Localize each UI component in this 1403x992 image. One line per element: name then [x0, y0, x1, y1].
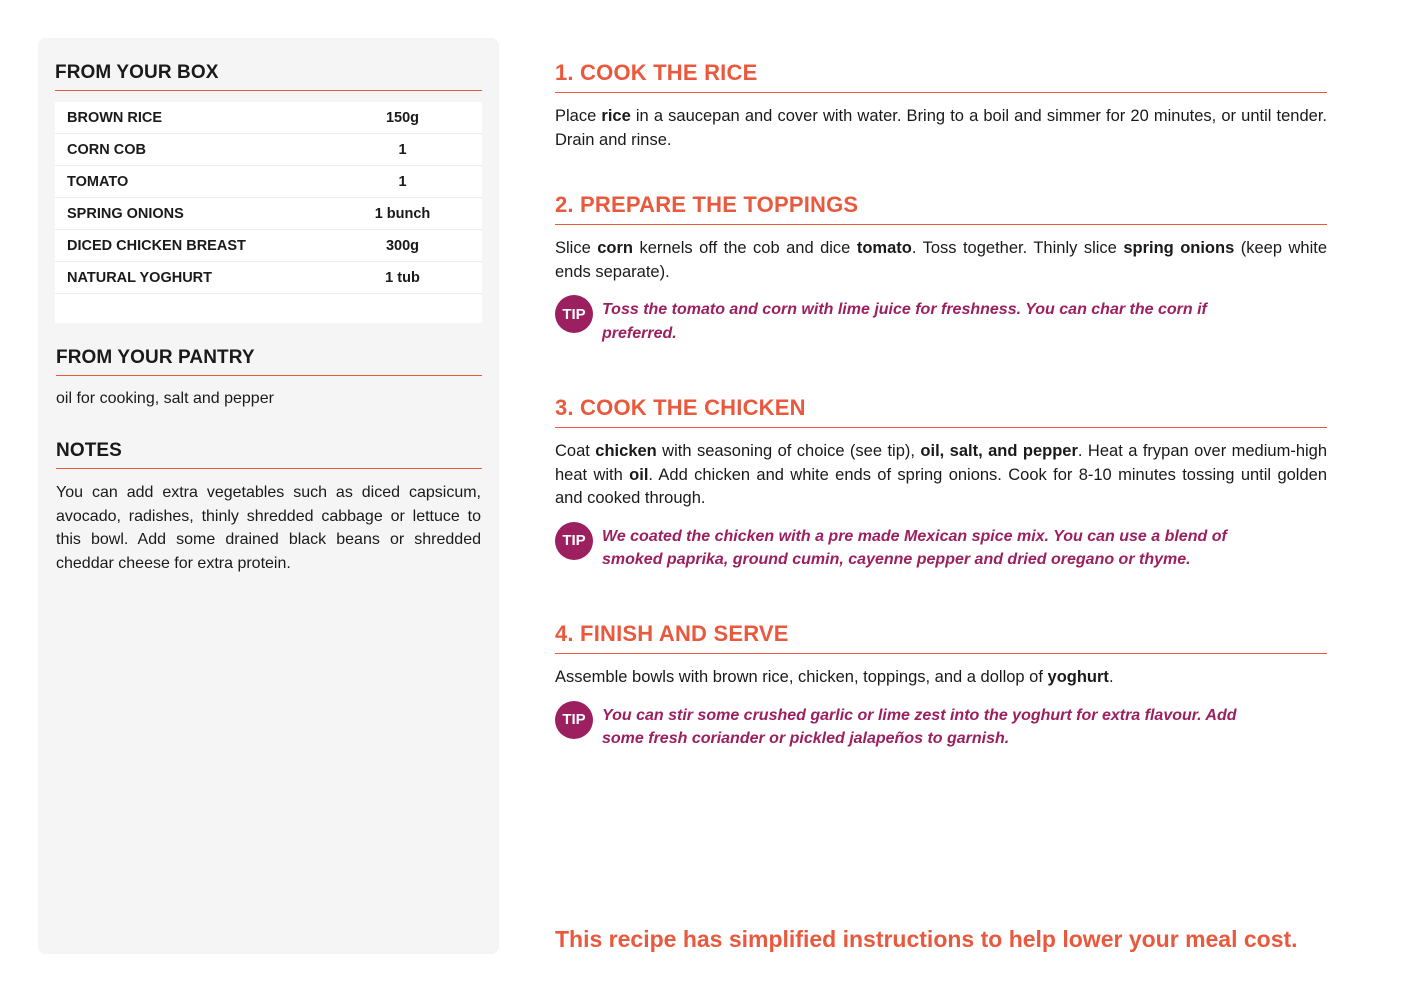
tip-box [555, 525, 1327, 572]
notes-text: You can add extra vegetables such as diced capsicum, avocado, radishes, thinly shredded cabbage or lettuce to this bowl. Add some drained black beans or shredded cheddar cheese for extra protein. [56, 484, 481, 572]
ingredient-name: BROWN RICE [67, 109, 163, 126]
ingredient-highlight: oil [629, 465, 649, 484]
step-heading: 1. COOK THE RICE [555, 60, 1327, 93]
ingredients-sidebar [38, 38, 499, 954]
ingredient-qty: 1 tub [385, 269, 420, 286]
tip-text: Toss the tomato and corn with lime juice for freshness. You can char the corn if preferred. [602, 301, 1207, 342]
ingredient-qty: 1 bunch [374, 205, 431, 222]
ingredient-name: SPRING ONIONS [67, 205, 184, 222]
step-body [555, 105, 1327, 152]
step-4 [555, 621, 1327, 751]
step-text: Slice [555, 239, 598, 257]
ingredient-name: CORN COB [67, 141, 146, 158]
step-text: with seasoning of choice (see tip), [656, 442, 921, 460]
box-heading: FROM YOUR BOX [55, 62, 482, 91]
step-3 [555, 395, 1327, 621]
ingredient-highlight: yoghurt [1047, 668, 1109, 686]
table-row [55, 198, 482, 230]
ingredient-highlight: corn [597, 239, 633, 257]
step-text: . [1108, 668, 1114, 686]
method-steps [555, 60, 1327, 751]
ingredient-highlight: rice [601, 107, 631, 125]
table-row [55, 230, 482, 262]
ingredient-highlight: tomato [856, 239, 912, 257]
table-row [55, 102, 482, 134]
step-text: . Heat a frypan over medium-high heat with [555, 442, 1328, 484]
tip-text: You can stir some crushed garlic or lime zest into the yoghurt for extra flavour. Add some fresh coriander or pickled jalapeños to garnish. [602, 706, 1237, 747]
ingredient-qty: 1 [398, 141, 407, 158]
tip-box [555, 298, 1327, 345]
table-row [55, 262, 482, 294]
step-body [555, 237, 1327, 284]
step-text: . Toss together. Thinly slice [911, 239, 1124, 257]
ingredient-qty: 300g [385, 237, 420, 254]
step-body [555, 440, 1327, 511]
ingredient-name: NATURAL YOGHURT [67, 269, 212, 286]
step-text: (keep white ends separate). [555, 239, 1328, 281]
box-ingredients-table [55, 102, 482, 323]
notes-heading: NOTES [56, 440, 482, 469]
ingredient-name: TOMATO [67, 173, 129, 190]
step-text: . Add chicken and white ends of spring onions. Cook for 8-10 minutes tossing until golden and cooked through. [555, 465, 1327, 507]
ingredient-highlight: oil, salt, and pepper [920, 442, 1078, 460]
table-row [55, 166, 482, 198]
step-body [555, 666, 1327, 690]
step-text: kernels off the cob and dice [633, 239, 857, 257]
tip-box [555, 704, 1327, 751]
step-2 [555, 192, 1327, 395]
pantry-text: oil for cooking, salt and pepper [56, 390, 274, 407]
pantry-heading: FROM YOUR PANTRY [56, 347, 482, 376]
table-row [55, 134, 482, 166]
tip-badge: TIP [555, 295, 593, 333]
ingredient-name: DICED CHICKEN BREAST [67, 237, 246, 254]
step-text: in a saucepan and cover with water. Bring to a boil and simmer for 20 minutes, or until tender. Drain and rinse. [555, 107, 1328, 149]
tip-badge: TIP [555, 522, 593, 560]
step-heading: 3. COOK THE CHICKEN [555, 395, 1327, 428]
step-heading: 4. FINISH AND SERVE [555, 621, 1327, 654]
simplified-recipe-note: This recipe has simplified instructions to help lower your meal cost. [555, 926, 1298, 952]
step-1 [555, 60, 1327, 192]
step-text: Coat [555, 442, 596, 460]
ingredient-qty: 150g [385, 109, 420, 126]
step-text: Assemble bowls with brown rice, chicken, toppings, and a dollop of [555, 668, 1048, 686]
ingredient-highlight: spring onions [1123, 239, 1235, 257]
tip-badge: TIP [555, 701, 593, 739]
ingredient-highlight: chicken [595, 442, 657, 460]
tip-text: We coated the chicken with a pre made Mexican spice mix. You can use a blend of smoked paprika, ground cumin, cayenne pepper and dried oregano or thyme. [602, 527, 1227, 568]
ingredient-qty: 1 [398, 173, 407, 190]
step-heading: 2. PREPARE THE TOPPINGS [555, 192, 1327, 225]
step-text: Place [555, 107, 602, 125]
